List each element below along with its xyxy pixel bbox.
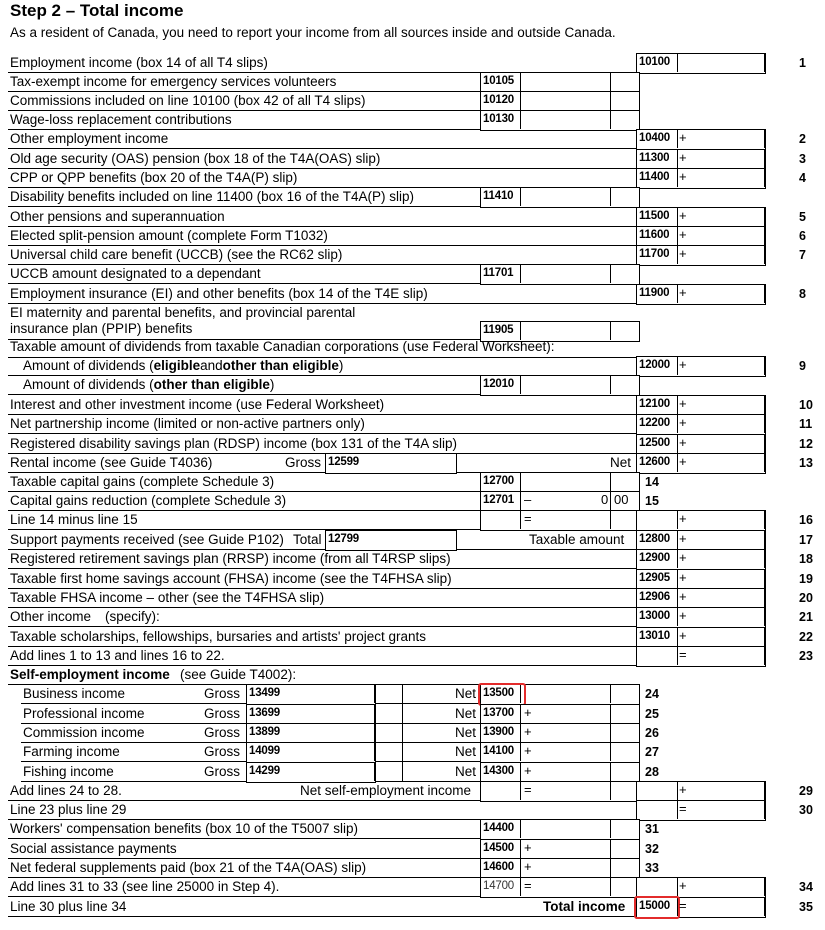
support-total-code: 12799: [328, 533, 359, 545]
line-number: 16: [799, 513, 813, 527]
field-divider: [764, 395, 765, 414]
taxable-amount-label: Taxable amount: [529, 532, 625, 547]
line-label: Net federal supplements paid (box 21 of the T4A(OAS) slip): [10, 860, 367, 875]
line-label: Professional income: [23, 706, 145, 721]
field-divider: [677, 510, 678, 529]
field-divider: [520, 781, 521, 800]
gross-code: 13899: [249, 726, 280, 738]
field-divider: [610, 781, 611, 800]
line14-minus-15-field[interactable]: [480, 510, 640, 531]
fishing-code: 14300: [483, 765, 514, 777]
field-divider: [374, 762, 375, 781]
uccb-dependant-code: 11701: [483, 267, 514, 279]
operator-sign: =: [524, 782, 532, 797]
add-24-28-field[interactable]: [636, 781, 766, 802]
gross-code: 14099: [249, 745, 280, 757]
operator-sign: +: [524, 763, 532, 778]
field-divider: [520, 510, 521, 529]
field-divider: [677, 129, 678, 148]
field-divider: [764, 434, 765, 453]
field-divider: [677, 245, 678, 264]
line-number: 4: [799, 171, 806, 185]
line-label: Registered retirement savings plan (RRSP) income (from all T4RSP slips): [10, 551, 451, 566]
net-label: Net: [455, 706, 477, 721]
field-divider: [402, 704, 403, 723]
field-divider: [520, 704, 521, 723]
operator-sign: =: [679, 801, 687, 816]
field-divider: [677, 434, 678, 453]
total-income-label: Total income: [543, 899, 626, 914]
line-number: 25: [645, 707, 659, 721]
line-label: UCCB amount designated to a dependant: [10, 266, 261, 281]
line-number: 20: [799, 591, 813, 605]
line-label: Amount of dividends (: [23, 358, 154, 373]
field-divider: [520, 110, 521, 129]
field-divider: [520, 321, 521, 340]
line-label: Other income: [10, 609, 92, 624]
field-divider: [610, 375, 611, 394]
line-number: 26: [645, 726, 659, 740]
operator-sign: +: [679, 435, 687, 450]
line-number: 34: [799, 880, 813, 894]
field-divider: [402, 684, 403, 703]
field-divider: [610, 704, 611, 723]
field-divider: [677, 530, 678, 549]
line-number: 32: [645, 842, 659, 856]
field-divider: [764, 569, 765, 588]
commission-code: 13900: [483, 726, 514, 738]
cpp-code: 11400: [639, 171, 670, 183]
line-number: 30: [799, 803, 813, 817]
capital-gains-code: 12700: [483, 475, 514, 487]
line-label: Commissions included on line 10100 (box 42 of all T4 slips): [10, 93, 366, 108]
field-divider: [764, 800, 765, 819]
oas-code: 11300: [639, 152, 670, 164]
line-label: Taxable capital gains (complete Schedule 3): [10, 474, 275, 489]
operator-sign: +: [679, 227, 687, 242]
field-divider: [374, 704, 375, 723]
line-label: Taxable FHSA income – other (see the T4FHSA slip): [10, 590, 325, 605]
field-divider: [764, 510, 765, 529]
field-divider: [520, 819, 521, 838]
field-divider: [677, 284, 678, 303]
line-number: 33: [645, 861, 659, 875]
field-divider: [677, 356, 678, 375]
gross-code: 13699: [249, 707, 280, 719]
operator-sign: +: [524, 743, 532, 758]
field-divider: [610, 264, 611, 283]
field-divider: [520, 839, 521, 858]
line-label: Wage-loss replacement contributions: [10, 112, 232, 127]
operator-sign: +: [679, 246, 687, 261]
operator-sign: +: [679, 208, 687, 223]
field-divider: [610, 72, 611, 91]
operator-sign: +: [679, 878, 687, 893]
line-label: Tax-exempt income for emergency services volunteers: [10, 74, 337, 89]
line-label: Commission income: [23, 725, 145, 740]
operator-sign: +: [679, 550, 687, 565]
operator-sign: +: [679, 570, 687, 585]
operator-sign: =: [679, 898, 687, 913]
line-number: 19: [799, 572, 813, 586]
line-label: Fishing income: [23, 764, 114, 779]
field-divider: [677, 549, 678, 568]
line-number: 7: [799, 248, 806, 262]
line-30-34-highlight: [634, 896, 680, 919]
field-divider: [520, 375, 521, 394]
other-income-code: 13000: [639, 610, 670, 622]
field-divider: [374, 723, 375, 742]
intro-text: As a resident of Canada, you need to report your income from all sources inside and outside Canada.: [10, 25, 616, 40]
line-label: Disability benefits included on line 11400 (box 16 of the T4A(P) slip): [10, 189, 414, 204]
total-label: Total: [293, 532, 322, 547]
line-label: Old age security (OAS) pension (box 18 of the T4A(OAS) slip): [10, 151, 381, 166]
field-divider: [764, 646, 765, 665]
field-divider: [520, 742, 521, 761]
field-divider: [677, 395, 678, 414]
operator-sign: +: [679, 150, 687, 165]
section-header: Self-employment income: [10, 667, 170, 682]
field-divider: [677, 781, 678, 800]
field-divider: [677, 877, 678, 896]
field-divider: [610, 742, 611, 761]
field-divider: [402, 762, 403, 781]
ei-code: 11900: [639, 287, 670, 299]
operator-sign: =: [679, 647, 687, 662]
operator-sign: +: [524, 859, 532, 874]
gross-label: Gross: [204, 725, 241, 740]
add-31-33-field[interactable]: [636, 877, 766, 898]
line-label: Rental income (see Guide T4036): [10, 455, 213, 470]
line-number: 18: [799, 552, 813, 566]
line-number: 28: [645, 765, 659, 779]
scholarships-code: 13010: [639, 630, 670, 642]
capital-gains-reduction-code: 12701: [483, 494, 514, 506]
line-label: Registered disability savings plan (RDSP) income (box 131 of the T4A slip): [10, 436, 457, 451]
operator-sign: –: [524, 492, 532, 507]
line-label: Net partnership income (limited or non-active partners only): [10, 416, 365, 431]
field-divider: [677, 414, 678, 433]
line-label: Other pensions and superannuation: [10, 209, 225, 224]
field-divider: [610, 858, 611, 877]
net-label: Net: [455, 764, 477, 779]
field-divider: [764, 877, 765, 896]
wage-loss-code: 10130: [483, 113, 514, 125]
operator-sign: +: [679, 285, 687, 300]
operator-sign: +: [679, 415, 687, 430]
line-label: Taxable amount of dividends from taxable Canadian corporations (use Federal Worksheet):: [10, 339, 555, 354]
field-divider: [520, 762, 521, 781]
line-number: 12: [799, 437, 813, 451]
line-label: Farming income: [23, 744, 120, 759]
add-24-28-field[interactable]: [480, 781, 640, 802]
field-divider: [520, 858, 521, 877]
line-label: Social assistance payments: [10, 841, 177, 856]
amount-cents: 00: [614, 492, 629, 507]
field-divider: [677, 627, 678, 646]
page-title: Step 2 – Total income: [10, 1, 184, 20]
gross-code: 14299: [249, 765, 280, 777]
field-divider: [764, 226, 765, 245]
uccb-code: 11700: [639, 248, 670, 260]
gross-label: Gross: [285, 455, 322, 470]
line-label: other than eligible: [153, 377, 270, 392]
line-number: 23: [799, 649, 813, 663]
line-number: 21: [799, 610, 813, 624]
line14-minus-15-field[interactable]: [636, 510, 766, 531]
gross-label: Gross: [204, 764, 241, 779]
field-divider: [610, 877, 611, 896]
line-label: Business income: [23, 686, 126, 701]
field-divider: [677, 226, 678, 245]
line-label: Add lines 31 to 33 (see line 25000 in Step 4).: [10, 879, 280, 894]
ei-maternity-code: 11905: [483, 324, 514, 336]
line-label: insurance plan (PPIP) benefits: [10, 321, 193, 336]
line-label: Workers' compensation benefits (box 10 of the T5007 slip): [10, 821, 359, 836]
field-divider: [677, 168, 678, 187]
gross-label: Gross: [204, 686, 241, 701]
dividends-eligible-code: 12000: [639, 359, 670, 371]
field-divider: [610, 819, 611, 838]
field-divider: [764, 284, 765, 303]
field-divider: [374, 684, 375, 703]
interest-code: 12100: [639, 398, 670, 410]
line-number: 1: [799, 56, 806, 70]
field-divider: [677, 149, 678, 168]
amount-dollars: 0: [601, 492, 609, 507]
operator-sign: +: [679, 782, 687, 797]
operator-sign: +: [679, 454, 687, 469]
operator-sign: =: [524, 511, 532, 526]
professional-code: 13700: [483, 707, 514, 719]
field-divider: [610, 91, 611, 110]
line-label: Employment insurance (EI) and other benefits (box 14 of the T4E slip): [10, 286, 428, 301]
field-divider: [764, 897, 765, 916]
add-31-33-code: 14700: [483, 880, 514, 892]
line-number: 15: [645, 494, 659, 508]
field-divider: [520, 472, 521, 491]
line-number: 6: [799, 229, 806, 243]
line-label: Line 23 plus line 29: [10, 802, 127, 817]
field-divider: [677, 588, 678, 607]
line-label: and: [200, 358, 223, 373]
fhsa-code: 12905: [639, 572, 670, 584]
disability-code: 11410: [483, 190, 514, 202]
federal-supplements-code: 14600: [483, 861, 514, 873]
field-divider: [764, 356, 765, 375]
support-code: 12800: [639, 533, 670, 545]
operator-sign: +: [679, 608, 687, 623]
line-number: 31: [645, 822, 659, 836]
line-label: Other employment income: [10, 131, 169, 146]
operator-sign: =: [524, 878, 532, 893]
line-number: 29: [799, 784, 813, 798]
line-label: eligible: [153, 358, 201, 373]
employment-code: 10100: [639, 56, 670, 68]
line-label: Line 14 minus line 15: [10, 512, 138, 527]
line-label: ): [338, 358, 344, 373]
line-label: Interest and other investment income (use Federal Worksheet): [10, 397, 385, 412]
line-number: 14: [645, 475, 659, 489]
field-divider: [610, 110, 611, 129]
operator-sign: +: [524, 705, 532, 720]
partnership-code: 12200: [639, 417, 670, 429]
line-label: other than eligible: [222, 358, 339, 373]
line-label: Taxable first home savings account (FHSA) income (see the T4FHSA slip): [10, 571, 452, 586]
line-number: 8: [799, 287, 806, 301]
field-divider: [374, 742, 375, 761]
rental-code: 12600: [639, 456, 670, 468]
field-divider: [764, 414, 765, 433]
field-divider: [764, 453, 765, 472]
line-label: CPP or QPP benefits (box 20 of the T4A(P) slip): [10, 170, 298, 185]
business-highlight: [478, 683, 526, 706]
field-divider: [677, 607, 678, 626]
field-divider: [677, 207, 678, 226]
workers-comp-code: 14400: [483, 822, 514, 834]
field-divider: [610, 723, 611, 742]
line-number: 13: [799, 456, 813, 470]
other-pensions-code: 11500: [639, 210, 670, 222]
net-label: Net: [455, 725, 477, 740]
field-divider: [764, 207, 765, 226]
other-employment-code: 10400: [639, 132, 670, 144]
line-label: EI maternity and parental benefits, and provincial parental: [10, 305, 356, 320]
field-divider: [610, 762, 611, 781]
operator-sign: +: [679, 589, 687, 604]
line-label: Line 30 plus line 34: [10, 899, 127, 914]
rrsp-code: 12900: [639, 552, 670, 564]
line-number: 3: [799, 152, 806, 166]
line-label: Support payments received (see Guide P102): [10, 532, 284, 547]
operator-sign: +: [679, 169, 687, 184]
split-pension-code: 11600: [639, 229, 670, 241]
field-divider: [520, 72, 521, 91]
line-number: 11: [799, 417, 813, 431]
field-divider: [520, 877, 521, 896]
field-divider: [764, 588, 765, 607]
field-divider: [677, 53, 678, 72]
field-divider: [610, 684, 611, 703]
line-label: Universal child care benefit (UCCB) (see the RC62 slip): [10, 247, 343, 262]
operator-sign: +: [679, 531, 687, 546]
field-divider: [764, 129, 765, 148]
field-divider: [610, 491, 611, 510]
gross-label: Gross: [204, 744, 241, 759]
field-divider: [520, 187, 521, 206]
business-code: 13500: [483, 687, 514, 699]
form-row: [8, 607, 636, 627]
operator-sign: +: [524, 840, 532, 855]
farming-code: 14100: [483, 745, 514, 757]
field-divider: [677, 453, 678, 472]
line-label: Elected split-pension amount (complete Form T1032): [10, 228, 328, 243]
line-number: 24: [645, 687, 659, 701]
operator-sign: +: [524, 724, 532, 739]
line-label: Add lines 1 to 13 and lines 16 to 22.: [10, 648, 225, 663]
operator-sign: +: [679, 511, 687, 526]
operator-sign: +: [679, 396, 687, 411]
line-number: 27: [645, 745, 659, 759]
field-divider: [677, 569, 678, 588]
add-1-13-field[interactable]: [636, 646, 766, 667]
line-number: 10: [799, 398, 813, 412]
field-divider: [520, 723, 521, 742]
field-divider: [764, 549, 765, 568]
field-divider: [764, 530, 765, 549]
field-divider: [610, 510, 611, 529]
gross-label: Gross: [204, 706, 241, 721]
line-label: Capital gains reduction (complete Schedule 3): [10, 493, 287, 508]
tax-exempt-code: 10105: [483, 75, 514, 87]
field-divider: [402, 742, 403, 761]
line-number: 17: [799, 533, 813, 547]
field-divider: [764, 627, 765, 646]
field-divider: [764, 53, 765, 72]
net-label: Net: [455, 686, 477, 701]
field-divider: [764, 168, 765, 187]
line-label: Amount of dividends (: [23, 377, 154, 392]
field-divider: [520, 264, 521, 283]
field-divider: [610, 187, 611, 206]
field-divider: [610, 321, 611, 340]
operator-sign: +: [679, 130, 687, 145]
field-divider: [677, 800, 678, 819]
field-divider: [520, 491, 521, 510]
line-30-34-code: 15000: [639, 900, 670, 912]
operator-sign: +: [679, 357, 687, 372]
field-divider: [764, 781, 765, 800]
field-divider: [610, 472, 611, 491]
field-divider: [764, 607, 765, 626]
line-label: ): [269, 377, 275, 392]
specify-label: (specify):: [105, 609, 160, 624]
dividends-other-code: 12010: [483, 378, 514, 390]
field-divider: [610, 839, 611, 858]
commissions-code: 10120: [483, 94, 514, 106]
line-label: Employment income (box 14 of all T4 slips): [10, 55, 268, 70]
line-number: 35: [799, 900, 813, 914]
rdsp-code: 12500: [639, 437, 670, 449]
field-divider: [520, 91, 521, 110]
fhsa-other-code: 12906: [639, 591, 670, 603]
field-divider: [677, 646, 678, 665]
line-label: Add lines 24 to 28.: [10, 783, 122, 798]
line-number: 22: [799, 630, 813, 644]
net-label: Net: [455, 744, 477, 759]
line-number: 5: [799, 210, 806, 224]
operator-sign: +: [679, 628, 687, 643]
line-23-29-field[interactable]: [636, 800, 766, 821]
net-label: Net: [610, 455, 632, 470]
field-divider: [764, 245, 765, 264]
social-assistance-code: 14500: [483, 842, 514, 854]
net-self-employment-label: Net self-employment income: [300, 783, 472, 798]
rental-gross-code: 12599: [328, 456, 359, 468]
section-header-note: (see Guide T4002):: [180, 667, 297, 682]
gross-code: 13499: [249, 687, 280, 699]
line-number: 2: [799, 132, 806, 146]
field-divider: [402, 723, 403, 742]
line-number: 9: [799, 359, 806, 373]
field-divider: [764, 149, 765, 168]
line-label: Taxable scholarships, fellowships, bursaries and artists' project grants: [10, 629, 427, 644]
